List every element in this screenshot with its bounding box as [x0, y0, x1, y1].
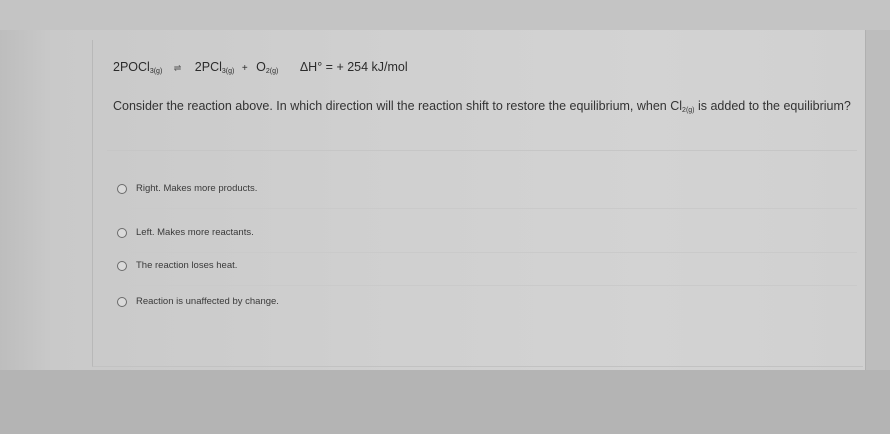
answer-option-label: Left. Makes more reactants.	[136, 227, 254, 238]
product-1: 2PCl$_{3(g)}$	[194, 60, 235, 75]
reactant: 2POCl$_{3(g)}$	[113, 60, 163, 75]
top-background	[0, 0, 890, 30]
answer-option-unaffected[interactable]	[117, 296, 279, 307]
question-card	[0, 30, 866, 370]
answer-option-label: Right. Makes more products.	[136, 183, 258, 194]
answer-option-label: The reaction loses heat.	[136, 260, 238, 271]
radio-button-icon[interactable]	[117, 297, 127, 307]
radio-button-icon[interactable]	[117, 184, 127, 194]
reaction-equation	[113, 60, 408, 75]
plus-sign: +	[241, 63, 248, 74]
enthalpy-change: ΔH° = + 254 kJ/mol	[299, 60, 408, 74]
answer-option-loses-heat[interactable]	[117, 260, 237, 271]
bottom-background	[0, 370, 890, 434]
radio-button-icon[interactable]	[117, 228, 127, 238]
question-prompt: Consider the reaction above. In which direction will the reaction shift to restore the equilibrium, when $Cl_{2(g)}$ is added to the equilibrium?	[113, 99, 851, 114]
answer-option-label: Reaction is unaffected by change.	[136, 296, 279, 307]
radio-button-icon[interactable]	[117, 261, 127, 271]
option-separator	[107, 252, 857, 253]
question-container	[92, 40, 863, 367]
answer-option-right[interactable]	[117, 183, 257, 194]
product-2: $O_{2(g)}$	[256, 60, 279, 75]
divider	[107, 150, 857, 151]
answer-option-left[interactable]	[117, 227, 254, 238]
equilibrium-arrow-icon: ⇌	[173, 63, 182, 73]
option-separator	[107, 285, 857, 286]
option-separator	[107, 208, 857, 209]
